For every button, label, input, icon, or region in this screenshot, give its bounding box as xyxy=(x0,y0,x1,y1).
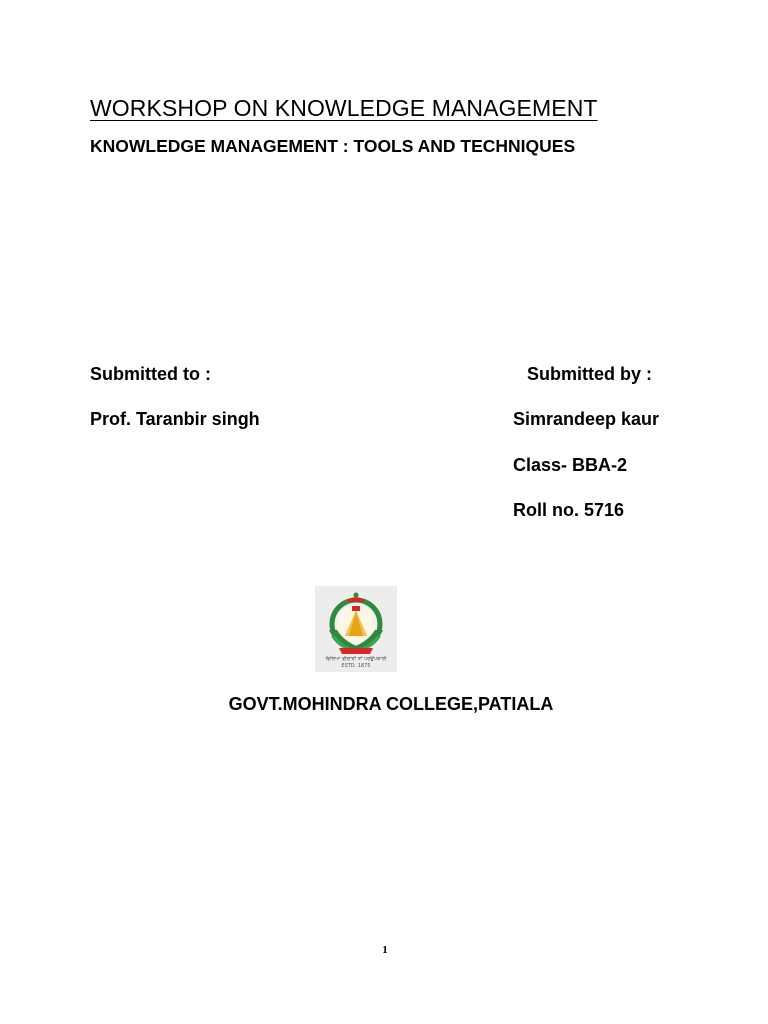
submitted-by-heading: Submitted by : xyxy=(527,364,652,384)
submitted-by-name: Simrandeep kaur xyxy=(513,409,660,429)
college-motto: ਵਿਦਿਆ ਵੀਚਾਰੀ ਤਾਂ ਪਰਉਪਕਾਰੀ xyxy=(325,656,387,662)
submitted-to-heading: Submitted to : xyxy=(90,364,211,384)
college-name: GOVT.MOHINDRA COLLEGE,PATIALA xyxy=(228,694,554,714)
document-title xyxy=(90,95,598,122)
submitted-by-roll: Roll no. 5716 xyxy=(513,500,625,520)
submitted-to-name: Prof. Taranbir singh xyxy=(90,409,260,429)
submitted-by-class: Class- BBA-2 xyxy=(513,455,628,475)
college-established: ESTD. 1875 xyxy=(341,663,371,669)
page-number: 1 xyxy=(382,944,388,956)
college-emblem-icon xyxy=(315,586,397,672)
document-title-text: WORKSHOP ON KNOWLEDGE MANAGEMENT xyxy=(90,95,598,121)
document-subtitle: KNOWLEDGE MANAGEMENT : TOOLS AND TECHNIQUES xyxy=(90,136,576,156)
